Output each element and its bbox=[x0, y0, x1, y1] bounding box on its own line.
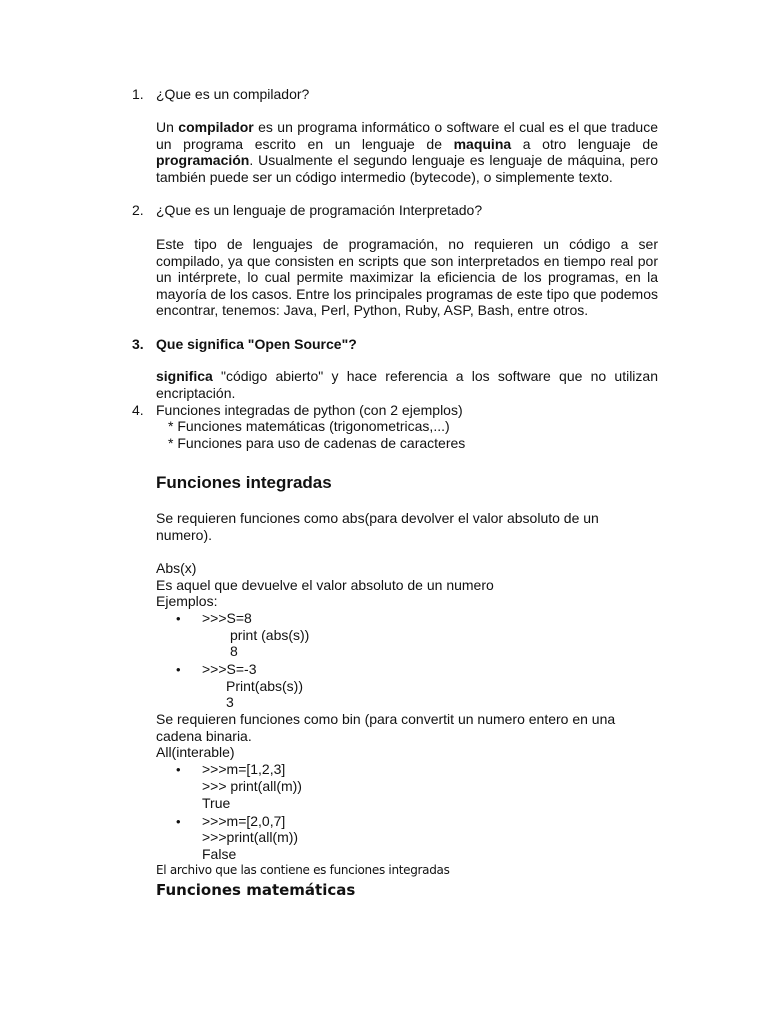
footer-note: El archivo que las contiene es funciones integradas bbox=[156, 863, 450, 877]
bin-text: Se requieren funciones como bin (para convertit un numero entero en una cadena binaria. bbox=[156, 711, 616, 744]
all-title: All(interable) bbox=[156, 744, 235, 760]
abs-example-2-line2: Print(abs(s)) bbox=[226, 678, 304, 694]
q4-title: Funciones integradas de python (con 2 ejemplos) bbox=[156, 402, 463, 418]
q3-number: 3. bbox=[132, 336, 144, 352]
bullet-icon: • bbox=[176, 611, 181, 626]
intro-text: Se requieren funciones como abs(para devolver el valor absoluto de un numero). bbox=[156, 510, 599, 543]
abs-title: Abs(x) bbox=[156, 560, 197, 576]
q4-subitem-math: * Funciones matemáticas (trigonometricas,...) bbox=[168, 418, 450, 434]
all-example-1-line2: >>> print(all(m)) bbox=[202, 778, 302, 794]
q2-number: 2. bbox=[132, 202, 144, 218]
bullet-icon: • bbox=[176, 662, 181, 677]
abs-example-1-line2: print (abs(s)) bbox=[230, 627, 310, 643]
bullet-icon: • bbox=[176, 814, 181, 829]
abs-example-1-line1: >>>S=8 bbox=[202, 610, 252, 626]
abs-description: Es aquel que devuelve el valor absoluto de un numero bbox=[156, 577, 494, 593]
abs-example-1-line3: 8 bbox=[230, 643, 238, 659]
abs-example-2-line3: 3 bbox=[226, 694, 234, 710]
q4-subitem-strings: * Funciones para uso de cadenas de caracteres bbox=[168, 435, 466, 451]
q1-answer: Un compilador es un programa informático o software el cual es el que traduce un programa escrito en un lenguaje de maquina a otro lenguaje de programación. Usualmente el segundo lenguaje es lenguaje de máquina, pero también puede ser un código intermedio (bytecode), o simplemente texto. bbox=[156, 119, 658, 185]
all-example-1-line3: True bbox=[202, 795, 231, 811]
abs-example-2-line1: >>>S=-3 bbox=[202, 661, 257, 677]
q1-title: ¿Que es un compilador? bbox=[156, 86, 310, 102]
q3-title: Que significa "Open Source"? bbox=[156, 336, 357, 352]
all-example-2-line1: >>>m=[2,0,7] bbox=[202, 813, 286, 829]
all-example-2-line2: >>>print(all(m)) bbox=[202, 829, 299, 845]
q3-answer: significa "código abierto" y hace referencia a los software que no utilizan encriptación. bbox=[156, 368, 658, 401]
bullet-icon: • bbox=[176, 762, 181, 777]
q2-answer: Este tipo de lenguajes de programación, no requieren un código a ser compilado, ya que consisten en scripts que son interpretados en tiempo real por un intérprete, lo cual permite maximizar la eficiencia de los programas, en la mayoría de los casos. Entre los principales programas de este tipo que podemos encontrar, tenemos: Java, Perl, Python, Ruby, ASP, Bash, entre otros. bbox=[156, 236, 658, 318]
section-heading: Funciones integradas bbox=[156, 473, 332, 492]
all-example-1-line1: >>>m=[1,2,3] bbox=[202, 761, 286, 777]
examples-label: Ejemplos: bbox=[156, 593, 218, 609]
q4-number: 4. bbox=[132, 402, 144, 418]
all-example-2-line3: False bbox=[202, 846, 237, 862]
q1-number: 1. bbox=[132, 86, 144, 102]
footer-heading: Funciones matemáticas bbox=[156, 881, 356, 899]
q2-title: ¿Que es un lenguaje de programación Interpretado? bbox=[156, 202, 483, 218]
